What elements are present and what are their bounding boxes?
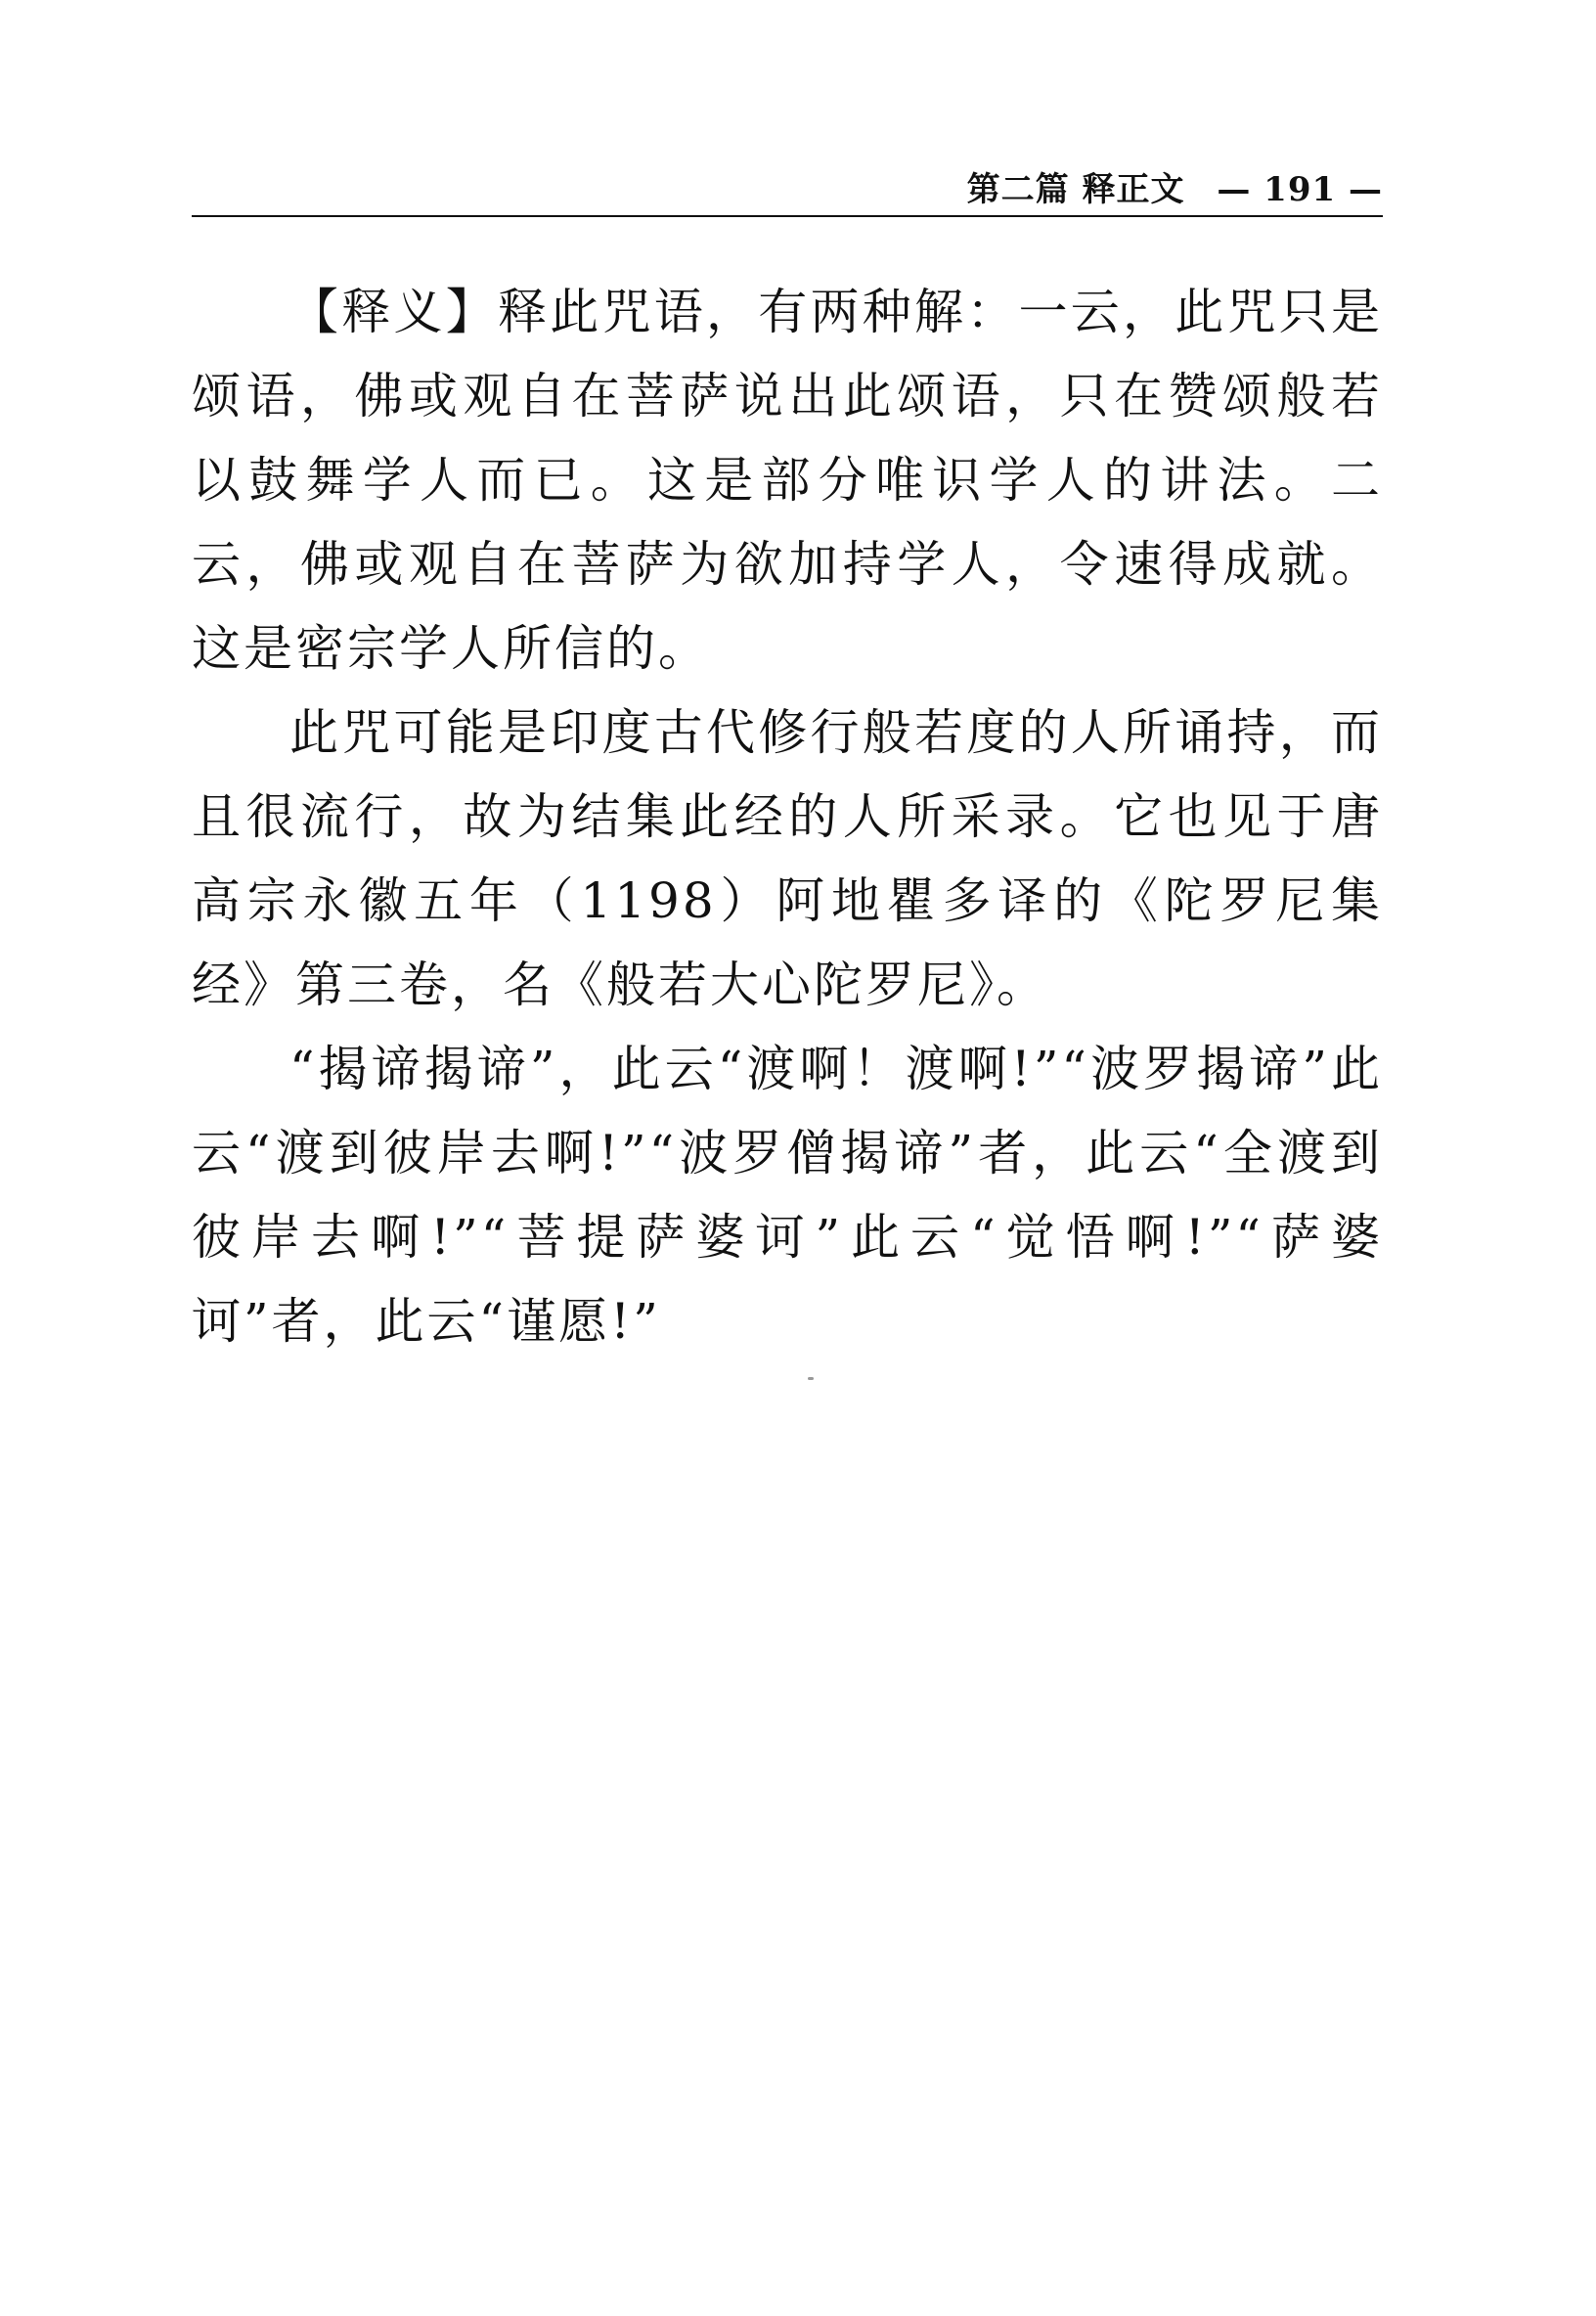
page-number: — 191 — bbox=[1217, 170, 1383, 209]
paragraph-translation: “揭谛揭谛”，此云“渡啊！渡啊!”“波罗揭谛”此云“渡到彼岸去啊!”“波罗僧揭谛”者，此云“全渡到彼岸去啊!”“菩提萨婆诃”此云“觉悟啊!”“萨婆诃”者，此云“谨愿!” bbox=[192, 1041, 1383, 1350]
paragraph-origin: 此咒可能是印度古代修行般若度的人所诵持，而且很流行，故为结集此经的人所采录。它也见于唐高宗永徽五年（1198）阿地瞿多译的《陀罗尼集经》第三卷，名《般若大心陀罗尼》。 bbox=[192, 704, 1383, 1013]
scan-speck bbox=[808, 1377, 814, 1380]
running-header bbox=[192, 164, 1383, 217]
page-body bbox=[192, 270, 1383, 1363]
paragraph-explanation: 【释义】释此咒语，有两种解：一云，此咒只是颂语，佛或观自在菩萨说出此颂语，只在赞颂般若以鼓舞学人而已。这是部分唯识学人的讲法。二云，佛或观自在菩萨为欲加持学人，令速得成就。这是密宗学人所信的。 bbox=[192, 284, 1383, 677]
chapter-title: 第二篇 释正文 bbox=[966, 170, 1185, 209]
